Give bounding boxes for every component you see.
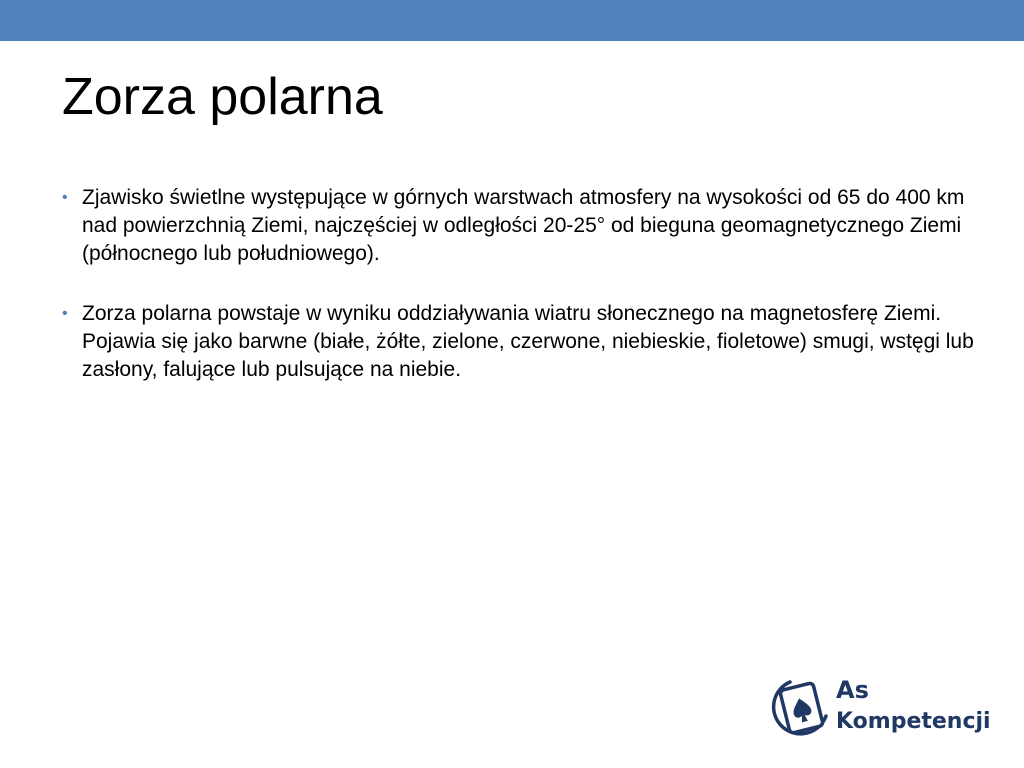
bullet-text: Zorza polarna powstaje w wyniku oddziaływania wiatru słonecznego na magnetosferę Ziemi. Pojawia się jako barwne (białe, żółte, zielone, czerwone, niebieskie, fioletowe) smugi, wstęgi lub zasłony, falujące lub pulsujące na niebie. xyxy=(82,302,974,381)
logo-text-line1: As xyxy=(836,676,869,704)
bullet-text: Zjawisko świetlne występujące w górnych warstwach atmosfery na wysokości od 65 do 400 km nad powierzchnią Ziemi, najczęściej w odległości 20-25° od bieguna geomagnetycznego Ziemi (północnego lub południowego). xyxy=(82,186,965,265)
logo-text xyxy=(836,674,991,738)
bullet-item xyxy=(62,184,977,268)
bullet-item xyxy=(62,300,977,384)
logo-text-line2: Kompetencji xyxy=(836,709,991,734)
bullet-marker: • xyxy=(62,189,68,206)
bullet-list xyxy=(62,184,977,416)
slide-title: Zorza polarna xyxy=(62,68,383,126)
bullet-marker: • xyxy=(62,305,68,322)
logo-as-kompetencji xyxy=(768,672,998,744)
spade-card-icon xyxy=(768,672,830,744)
top-accent-bar xyxy=(0,0,1024,41)
